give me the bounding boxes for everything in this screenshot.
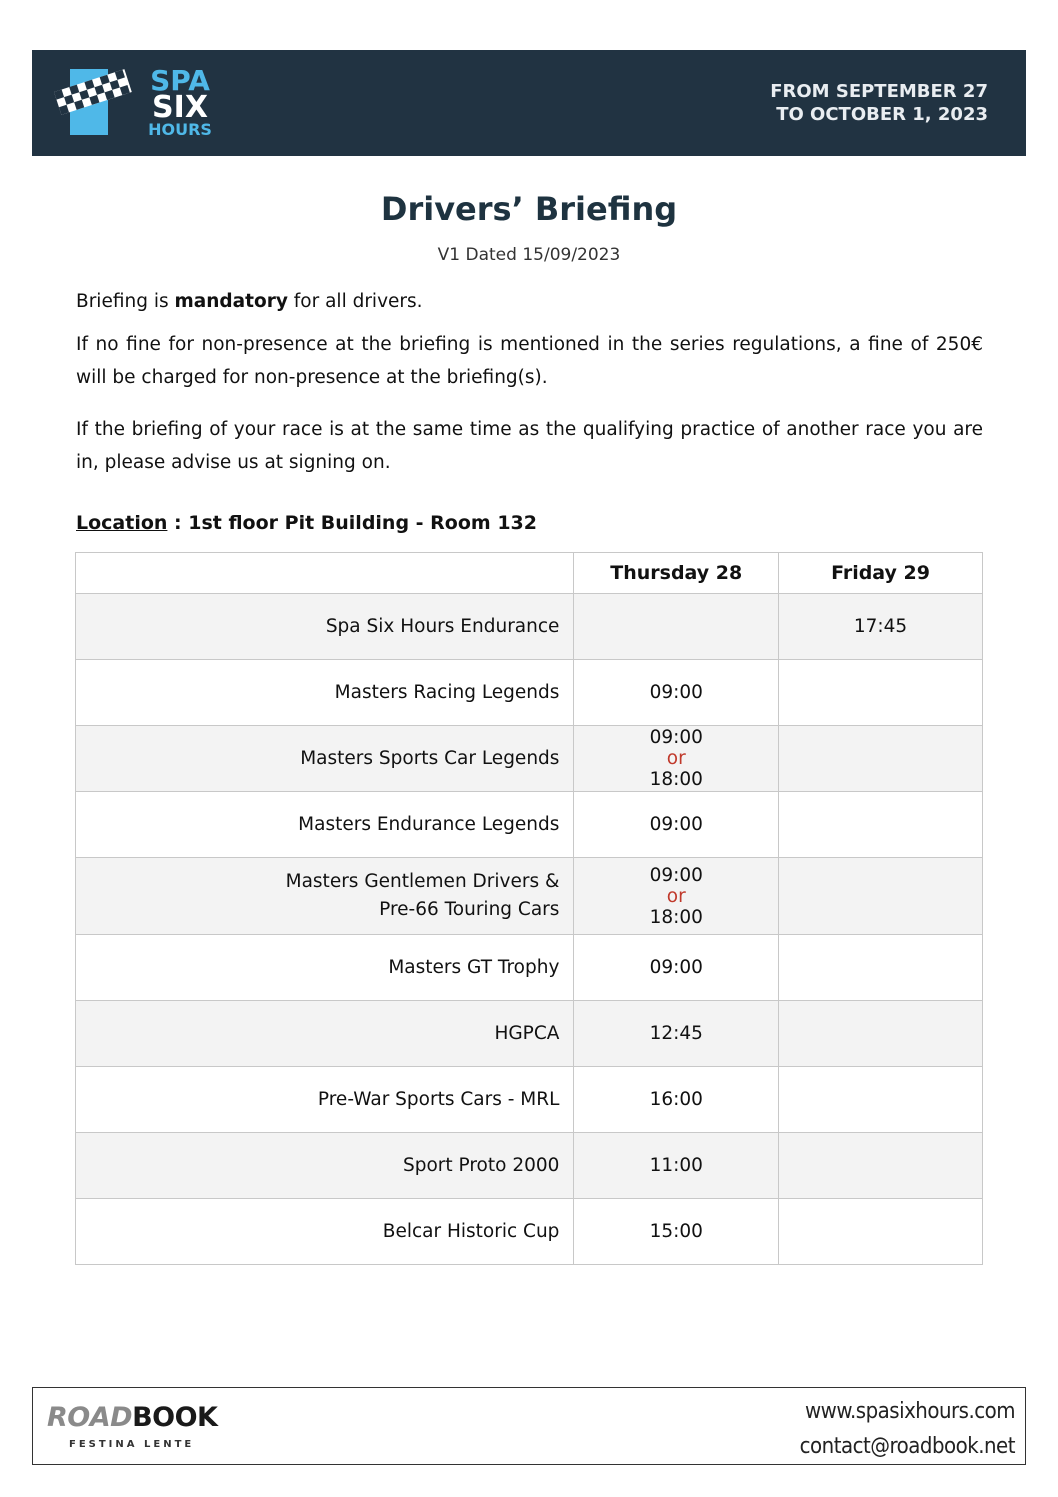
friday-time (779, 726, 983, 792)
race-name: Masters GT Trophy (76, 935, 574, 1001)
race-name-line2: Pre-66 Touring Cars (379, 899, 560, 920)
email-link[interactable]: contact@roadbook.net (799, 1434, 1015, 1459)
thursday-time-options (574, 858, 779, 935)
mandatory-note (76, 285, 983, 318)
table-row (76, 858, 983, 935)
mandatory-note-bold: mandatory (174, 291, 288, 312)
contact-block (800, 1394, 1015, 1464)
table-row (76, 1001, 983, 1067)
roadbook-logo-book: BOOK (132, 1402, 218, 1433)
table-row (76, 1133, 983, 1199)
thursday-time-b: 18:00 (649, 906, 703, 928)
thursday-time-options (574, 726, 779, 792)
logo-line-spa: SPA (150, 64, 210, 97)
header-banner (32, 50, 1026, 156)
race-name: Sport Proto 2000 (76, 1133, 574, 1199)
footer (32, 1387, 1026, 1465)
race-name: Belcar Historic Cup (76, 1199, 574, 1265)
thursday-time (574, 594, 779, 660)
table-row (76, 726, 983, 792)
location-value: : 1st floor Pit Building - Room 132 (167, 512, 537, 534)
website-link[interactable]: www.spasixhours.com (804, 1399, 1015, 1424)
event-dates-line2: TO OCTOBER 1, 2023 (776, 104, 988, 125)
thursday-time: 16:00 (574, 1067, 779, 1133)
race-name: Masters Racing Legends (76, 660, 574, 726)
table-row (76, 792, 983, 858)
roadbook-logo (47, 1402, 217, 1433)
table-row (76, 935, 983, 1001)
race-name: Masters Endurance Legends (76, 792, 574, 858)
location-line (76, 512, 537, 534)
or-separator: or (666, 748, 686, 769)
thursday-time: 09:00 (574, 935, 779, 1001)
logo-line-six: SIX (152, 90, 208, 125)
friday-time (779, 935, 983, 1001)
thursday-time-a: 09:00 (649, 864, 703, 886)
thursday-time: 09:00 (574, 660, 779, 726)
column-header-race (76, 553, 574, 594)
fine-note: If no fine for non-presence at the briefing is mentioned in the series regulations, a fine of 250€ will be charged for non-presence at the briefing(s). (76, 334, 983, 388)
mandatory-note-post: for all drivers. (287, 291, 423, 312)
table-row (76, 594, 983, 660)
table-row (76, 660, 983, 726)
friday-time (779, 1199, 983, 1265)
conflict-note: If the briefing of your race is at the same time as the qualifying practice of another race you are in, please advise us at signing on. (76, 419, 983, 473)
friday-time (779, 1001, 983, 1067)
thursday-time-a: 09:00 (649, 727, 703, 748)
race-name: Spa Six Hours Endurance (76, 594, 574, 660)
event-dates (770, 80, 988, 126)
friday-time (779, 660, 983, 726)
table-header-row (76, 553, 983, 594)
logo-line-hours: HOURS (148, 120, 212, 139)
mandatory-note-pre: Briefing is (76, 291, 175, 312)
friday-time (779, 1133, 983, 1199)
friday-time (779, 1067, 983, 1133)
thursday-time: 12:45 (574, 1001, 779, 1067)
table-row (76, 1067, 983, 1133)
event-dates-line1: FROM SEPTEMBER 27 (770, 81, 988, 102)
race-name (76, 858, 574, 935)
thursday-time: 11:00 (574, 1133, 779, 1199)
thursday-time: 09:00 (574, 792, 779, 858)
briefing-schedule-table (75, 552, 983, 1265)
thursday-time: 15:00 (574, 1199, 779, 1265)
roadbook-motto: FESTINA LENTE (69, 1439, 195, 1450)
page-title: Drivers’ Briefing (380, 190, 678, 228)
race-name: HGPCA (76, 1001, 574, 1067)
friday-time: 17:45 (779, 594, 983, 660)
thursday-time-b: 18:00 (649, 769, 703, 790)
race-name: Masters Sports Car Legends (76, 726, 574, 792)
race-name-line1: Masters Gentlemen Drivers & (285, 871, 560, 892)
or-separator: or (666, 885, 686, 907)
race-name: Pre-War Sports Cars - MRL (76, 1067, 574, 1133)
location-label: Location (76, 512, 168, 534)
column-header-friday: Friday 29 (779, 553, 983, 594)
table-row (76, 1199, 983, 1265)
friday-time (779, 858, 983, 935)
version-date: V1 Dated 15/09/2023 (437, 245, 621, 265)
logo-wordmark (140, 64, 220, 139)
friday-time (779, 792, 983, 858)
roadbook-logo-road: ROAD (47, 1402, 133, 1433)
column-header-thursday: Thursday 28 (574, 553, 779, 594)
